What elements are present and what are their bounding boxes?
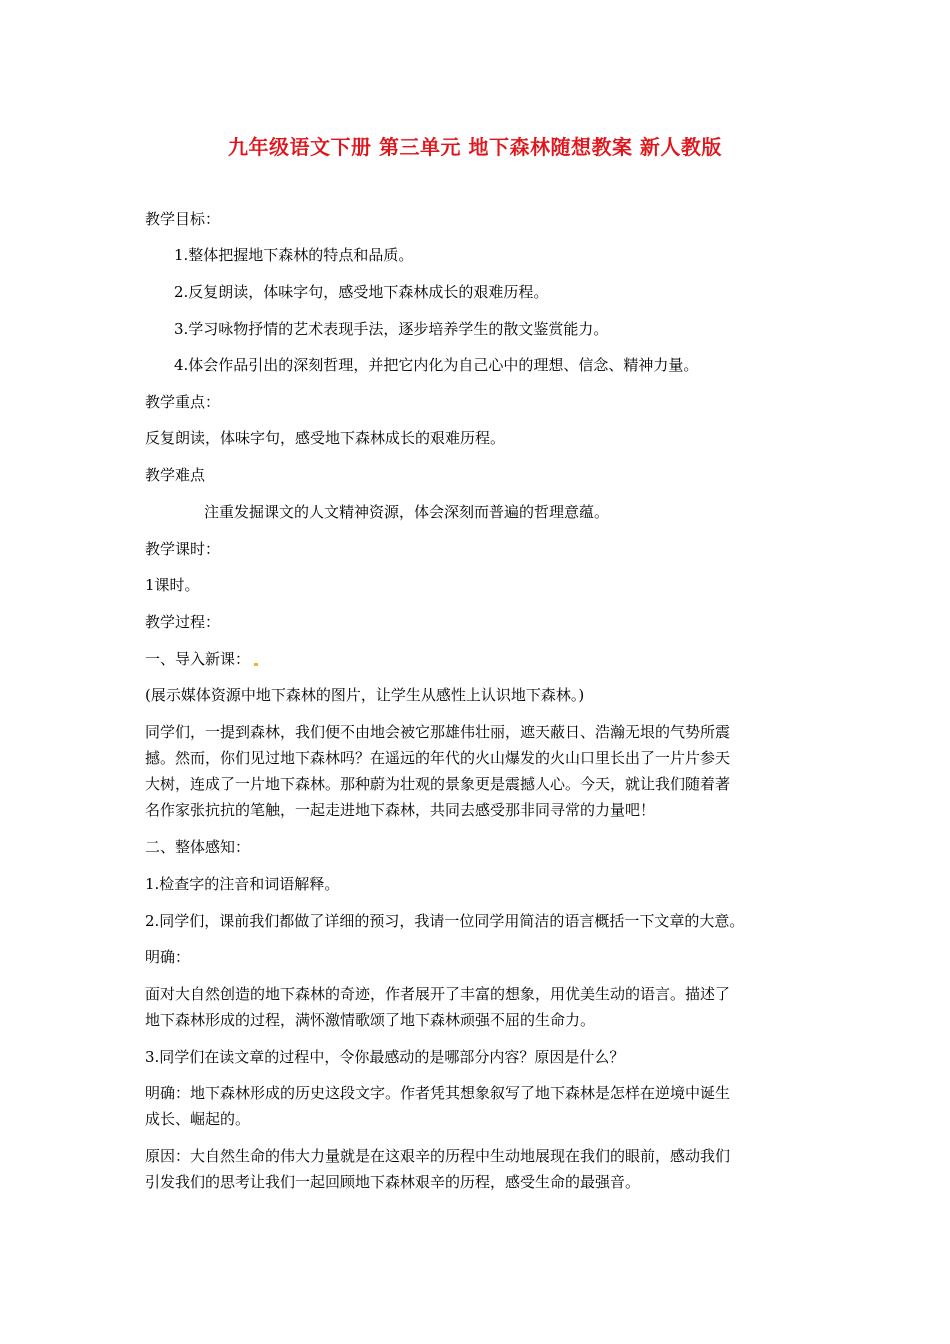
document-title: 九年级语文下册 第三单元 地下森林随想教案 新人教版 xyxy=(228,135,722,159)
section1-note: (展示媒体资源中地下森林的图片，让学生从感性上认识地下森林。) xyxy=(145,686,585,704)
clarify-label: 明确： xyxy=(145,948,191,966)
task-item: 1.检查字的注音和词语解释。 xyxy=(145,875,340,893)
difficulty-text: 注重发掘课文的人文精神资源，体会深刻而普遍的哲理意蕴。 xyxy=(204,503,610,521)
hours-heading: 教学课时： xyxy=(145,540,221,558)
intro-line: 同学们，一提到森林，我们便不由地会被它那雄伟壮丽，遮天蔽日、浩瀚无垠的气势所震 xyxy=(145,723,731,741)
summary-line: 面对大自然创造的地下森林的奇迹，作者展开了丰富的想象，用优美生动的语言。描述了 xyxy=(145,985,731,1003)
objectives-heading: 教学目标： xyxy=(145,210,221,228)
intro-line: 大树，连成了一片地下森林。那种蔚为壮观的景象更是震撼人心。今天，就让我们随着著 xyxy=(145,775,731,793)
objective-item: 4.体会作品引出的深刻哲理，并把它内化为自己心中的理想、信念、精神力量。 xyxy=(174,356,699,374)
clarify-line: 明确：地下森林形成的历史这段文字。作者凭其想象叙写了地下森林是怎样在逆境中诞生 xyxy=(145,1084,731,1102)
process-heading: 教学过程： xyxy=(145,613,221,631)
objective-item: 2.反复朗读，体味字句，感受地下森林成长的艰难历程。 xyxy=(174,283,549,301)
difficulty-heading: 教学难点 xyxy=(145,466,206,484)
edit-marker-icon xyxy=(254,663,258,666)
task-item: 2.同学们，课前我们都做了详细的预习，我请一位同学用简洁的语言概括一下文章的大意。 xyxy=(145,912,745,930)
hours-value: 1课时。 xyxy=(145,576,200,594)
section1-heading-text: 一、导入新课： xyxy=(145,650,251,668)
objective-item: 3.学习咏物抒情的艺术表现手法，逐步培养学生的散文鉴赏能力。 xyxy=(174,320,609,338)
section1-heading xyxy=(145,646,810,672)
key-text: 反复朗读，体味字句，感受地下森林成长的艰难历程。 xyxy=(145,429,506,447)
intro-line: 名作家张抗抗的笔触，一起走进地下森林，共同去感受那非同寻常的力量吧！ xyxy=(145,801,656,819)
task-item: 3.同学们在读文章的过程中，令你最感动的是哪部分内容？原因是什么？ xyxy=(145,1048,625,1066)
summary-line: 地下森林形成的过程，满怀激情歌颂了地下森林顽强不屈的生命力。 xyxy=(145,1011,596,1029)
key-heading: 教学重点： xyxy=(145,393,221,411)
objective-item: 1.整体把握地下森林的特点和品质。 xyxy=(174,246,414,264)
section2-heading: 二、整体感知： xyxy=(145,838,251,856)
intro-line: 撼。然而，你们见过地下森林吗？在遥远的年代的火山爆发的火山口里长出了一片片参天 xyxy=(145,749,731,767)
hours-text xyxy=(145,572,810,598)
clarify-line: 成长、崛起的。 xyxy=(145,1110,251,1128)
reason-line: 原因：大自然生命的伟大力量就是在这艰辛的历程中生动地展现在我们的眼前，感动我们 xyxy=(145,1147,731,1165)
reason-line: 引发我们的思考让我们一起回顾地下森林艰辛的历程，感受生命的最强音。 xyxy=(145,1173,641,1191)
